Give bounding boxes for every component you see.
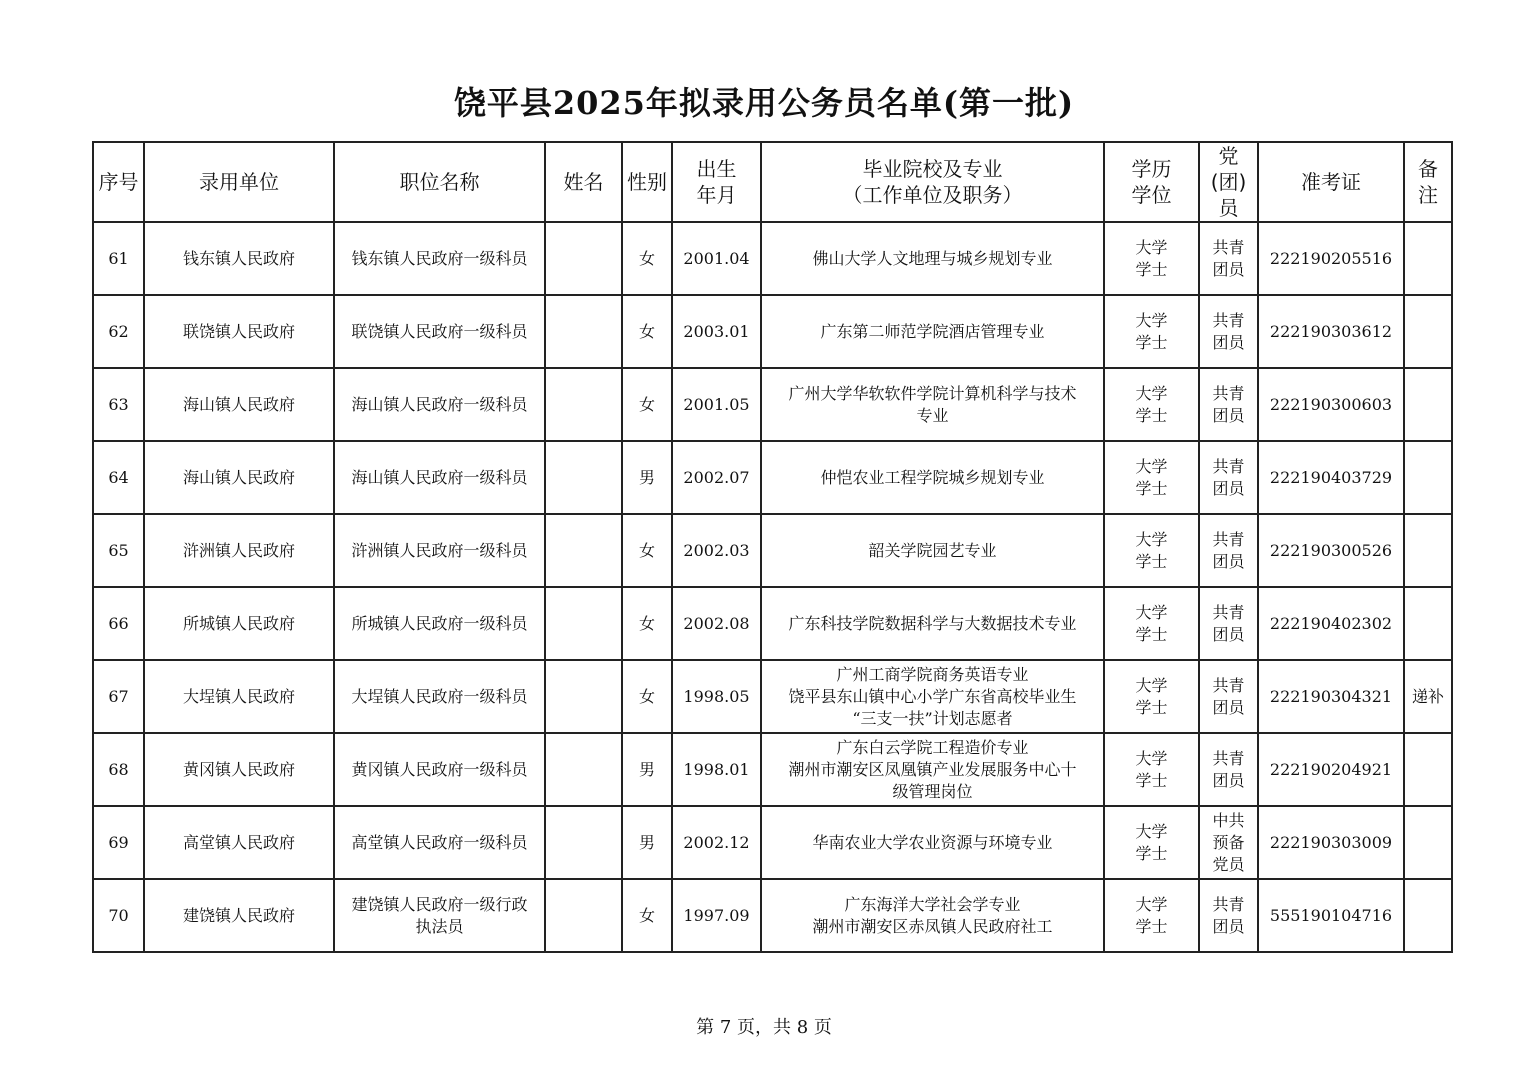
- cell-party: 中共 预备 党员: [1199, 806, 1258, 879]
- cell-unit: 高堂镇人民政府: [144, 806, 334, 879]
- roster-table: [92, 141, 1453, 953]
- cell-birth: 2002.12: [672, 806, 761, 879]
- cell-party: 共青 团员: [1199, 514, 1258, 587]
- cell-school: 广州工商学院商务英语专业 饶平县东山镇中心小学广东省高校毕业生 “三支一扶”计划志愿者: [761, 660, 1104, 733]
- cell-unit: 联饶镇人民政府: [144, 295, 334, 368]
- cell-note: [1404, 733, 1452, 806]
- cell-birth: 1997.09: [672, 879, 761, 952]
- roster-body: [93, 222, 1452, 952]
- header-position: 职位名称: [334, 142, 545, 222]
- cell-gender: 女: [622, 879, 672, 952]
- cell-unit: 海山镇人民政府: [144, 368, 334, 441]
- cell-position: 所城镇人民政府一级科员: [334, 587, 545, 660]
- cell-note: [1404, 222, 1452, 295]
- cell-school: 仲恺农业工程学院城乡规划专业: [761, 441, 1104, 514]
- cell-seq: 69: [93, 806, 144, 879]
- cell-note: 递补: [1404, 660, 1452, 733]
- cell-exam-id: 555190104716: [1258, 879, 1404, 952]
- cell-note: [1404, 587, 1452, 660]
- cell-seq: 68: [93, 733, 144, 806]
- cell-exam-id: 222190304321: [1258, 660, 1404, 733]
- table-row: [93, 514, 1452, 587]
- cell-seq: 61: [93, 222, 144, 295]
- cell-position: 浒洲镇人民政府一级科员: [334, 514, 545, 587]
- cell-degree: 大学 学士: [1104, 441, 1199, 514]
- table-row: [93, 368, 1452, 441]
- page-title: 饶平县2025年拟录用公务员名单(第一批): [453, 84, 1075, 122]
- table-row: [93, 222, 1452, 295]
- cell-school: 广州大学华软软件学院计算机科学与技术 专业: [761, 368, 1104, 441]
- table-row: [93, 733, 1452, 806]
- cell-position: 联饶镇人民政府一级科员: [334, 295, 545, 368]
- cell-position: 钱东镇人民政府一级科员: [334, 222, 545, 295]
- cell-party: 共青 团员: [1199, 733, 1258, 806]
- cell-position: 高堂镇人民政府一级科员: [334, 806, 545, 879]
- cell-name: [545, 806, 622, 879]
- header-note: 备 注: [1404, 142, 1452, 222]
- cell-exam-id: 222190303009: [1258, 806, 1404, 879]
- cell-exam-id: 222190300603: [1258, 368, 1404, 441]
- cell-note: [1404, 806, 1452, 879]
- cell-birth: 2002.03: [672, 514, 761, 587]
- cell-exam-id: 222190204921: [1258, 733, 1404, 806]
- cell-exam-id: 222190403729: [1258, 441, 1404, 514]
- cell-degree: 大学 学士: [1104, 660, 1199, 733]
- cell-position: 海山镇人民政府一级科员: [334, 368, 545, 441]
- cell-gender: 男: [622, 806, 672, 879]
- cell-party: 共青 团员: [1199, 879, 1258, 952]
- cell-gender: 女: [622, 222, 672, 295]
- cell-degree: 大学 学士: [1104, 806, 1199, 879]
- cell-degree: 大学 学士: [1104, 733, 1199, 806]
- cell-name: [545, 660, 622, 733]
- cell-school: 广东第二师范学院酒店管理专业: [761, 295, 1104, 368]
- cell-exam-id: 222190300526: [1258, 514, 1404, 587]
- table-row: [93, 441, 1452, 514]
- header-name: 姓名: [545, 142, 622, 222]
- cell-degree: 大学 学士: [1104, 514, 1199, 587]
- header-degree: 学历 学位: [1104, 142, 1199, 222]
- header-gender: 性别: [622, 142, 672, 222]
- cell-name: [545, 222, 622, 295]
- cell-unit: 钱东镇人民政府: [144, 222, 334, 295]
- cell-party: 共青 团员: [1199, 222, 1258, 295]
- cell-seq: 62: [93, 295, 144, 368]
- cell-birth: 2001.04: [672, 222, 761, 295]
- cell-exam-id: 222190402302: [1258, 587, 1404, 660]
- cell-school: 华南农业大学农业资源与环境专业: [761, 806, 1104, 879]
- cell-position: 黄冈镇人民政府一级科员: [334, 733, 545, 806]
- header-unit: 录用单位: [144, 142, 334, 222]
- cell-party: 共青 团员: [1199, 660, 1258, 733]
- cell-unit: 海山镇人民政府: [144, 441, 334, 514]
- cell-note: [1404, 295, 1452, 368]
- cell-note: [1404, 368, 1452, 441]
- cell-unit: 大埕镇人民政府: [144, 660, 334, 733]
- cell-degree: 大学 学士: [1104, 879, 1199, 952]
- cell-birth: 2003.01: [672, 295, 761, 368]
- cell-note: [1404, 879, 1452, 952]
- cell-seq: 70: [93, 879, 144, 952]
- header-party: 党 (团) 员: [1199, 142, 1258, 222]
- cell-school: 广东海洋大学社会学专业 潮州市潮安区赤凤镇人民政府社工: [761, 879, 1104, 952]
- cell-unit: 建饶镇人民政府: [144, 879, 334, 952]
- cell-position: 海山镇人民政府一级科员: [334, 441, 545, 514]
- header-school: 毕业院校及专业 （工作单位及职务）: [761, 142, 1104, 222]
- cell-unit: 黄冈镇人民政府: [144, 733, 334, 806]
- cell-exam-id: 222190303612: [1258, 295, 1404, 368]
- cell-name: [545, 587, 622, 660]
- cell-exam-id: 222190205516: [1258, 222, 1404, 295]
- cell-name: [545, 441, 622, 514]
- cell-seq: 64: [93, 441, 144, 514]
- cell-gender: 女: [622, 368, 672, 441]
- cell-name: [545, 295, 622, 368]
- table-row: [93, 806, 1452, 879]
- table-row: [93, 295, 1452, 368]
- page-number: 第 7 页，共 8 页: [696, 1017, 832, 1038]
- cell-unit: 浒洲镇人民政府: [144, 514, 334, 587]
- header-birth: 出生 年月: [672, 142, 761, 222]
- cell-name: [545, 514, 622, 587]
- cell-seq: 66: [93, 587, 144, 660]
- cell-unit: 所城镇人民政府: [144, 587, 334, 660]
- table-row: [93, 660, 1452, 733]
- cell-school: 广东白云学院工程造价专业 潮州市潮安区凤凰镇产业发展服务中心十 级管理岗位: [761, 733, 1104, 806]
- cell-degree: 大学 学士: [1104, 587, 1199, 660]
- cell-name: [545, 879, 622, 952]
- cell-degree: 大学 学士: [1104, 368, 1199, 441]
- table-row: [93, 587, 1452, 660]
- cell-name: [545, 733, 622, 806]
- cell-position: 建饶镇人民政府一级行政 执法员: [334, 879, 545, 952]
- cell-party: 共青 团员: [1199, 441, 1258, 514]
- header-row: [93, 142, 1452, 222]
- cell-birth: 1998.05: [672, 660, 761, 733]
- cell-birth: 2001.05: [672, 368, 761, 441]
- cell-seq: 67: [93, 660, 144, 733]
- cell-gender: 女: [622, 660, 672, 733]
- cell-gender: 女: [622, 295, 672, 368]
- cell-gender: 男: [622, 733, 672, 806]
- cell-gender: 男: [622, 441, 672, 514]
- cell-degree: 大学 学士: [1104, 222, 1199, 295]
- cell-note: [1404, 441, 1452, 514]
- cell-degree: 大学 学士: [1104, 295, 1199, 368]
- cell-seq: 63: [93, 368, 144, 441]
- cell-seq: 65: [93, 514, 144, 587]
- cell-party: 共青 团员: [1199, 295, 1258, 368]
- cell-gender: 女: [622, 514, 672, 587]
- table-row: [93, 879, 1452, 952]
- cell-school: 广东科技学院数据科学与大数据技术专业: [761, 587, 1104, 660]
- cell-name: [545, 368, 622, 441]
- cell-birth: 2002.08: [672, 587, 761, 660]
- cell-school: 韶关学院园艺专业: [761, 514, 1104, 587]
- header-exam-id: 准考证: [1258, 142, 1404, 222]
- cell-gender: 女: [622, 587, 672, 660]
- cell-birth: 1998.01: [672, 733, 761, 806]
- cell-school: 佛山大学人文地理与城乡规划专业: [761, 222, 1104, 295]
- header-seq: 序号: [93, 142, 144, 222]
- cell-birth: 2002.07: [672, 441, 761, 514]
- cell-position: 大埕镇人民政府一级科员: [334, 660, 545, 733]
- cell-note: [1404, 514, 1452, 587]
- cell-party: 共青 团员: [1199, 587, 1258, 660]
- cell-party: 共青 团员: [1199, 368, 1258, 441]
